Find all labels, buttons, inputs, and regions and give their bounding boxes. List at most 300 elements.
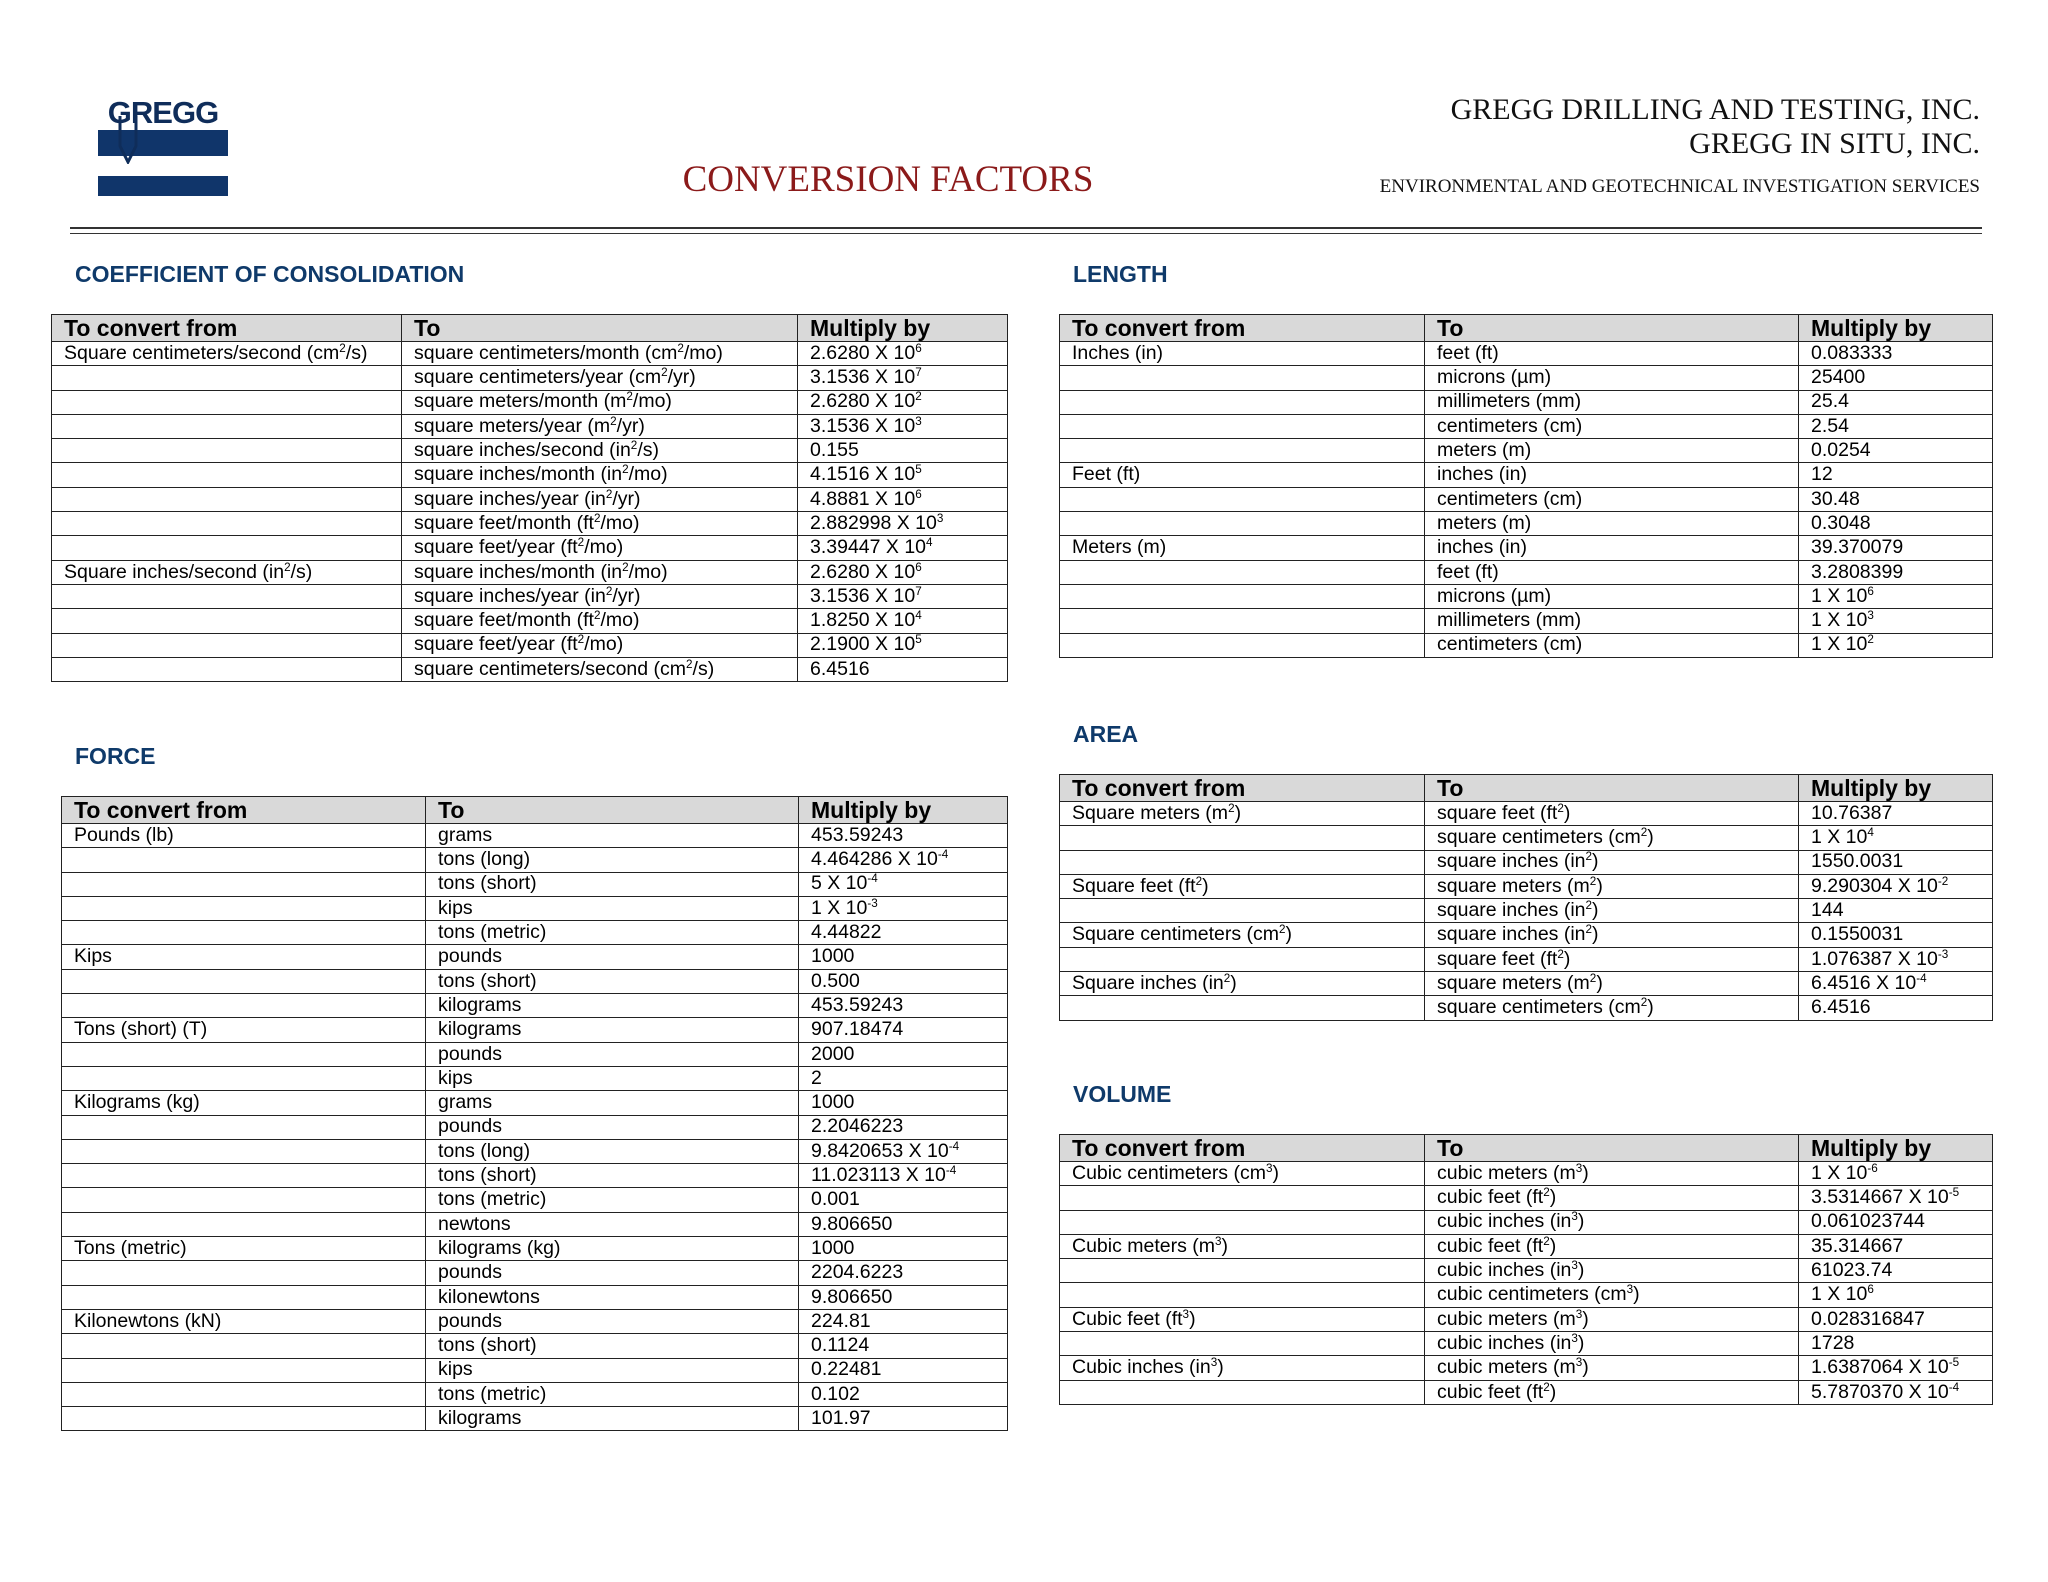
from-unit-cell [1060, 1380, 1425, 1404]
to-unit-cell: cubic centimeters $(cm^3)$ [1425, 1283, 1799, 1307]
factor-cell: 2000 [799, 1042, 1008, 1066]
factor-cell: 4.8881 X $10^6$ [798, 487, 1008, 511]
to-unit-cell: cubic feet $(ft^2)$ [1425, 1186, 1799, 1210]
from-unit-cell [62, 1164, 426, 1188]
column-header: To [1425, 1135, 1799, 1162]
to-unit-cell: cubic meters $(m^3)$ [1425, 1356, 1799, 1380]
from-unit-cell: Meters (m) [1060, 536, 1425, 560]
to-unit-cell: tons (metric) [426, 1188, 799, 1212]
table-row [52, 657, 1008, 681]
from-unit-cell [62, 1334, 426, 1358]
factor-cell: 1.6387064 X $10^{-5}$ [1799, 1356, 1993, 1380]
to-unit-cell: square feet/month $(ft^2/mo)$ [402, 609, 798, 633]
to-unit-cell: centimeters (cm) [1425, 414, 1799, 438]
to-unit-cell: cubic meters $(m^3)$ [1425, 1307, 1799, 1331]
factor-cell: 11.023113 X $10^{-4}$ [799, 1164, 1008, 1188]
factor-cell: 9.806650 [799, 1285, 1008, 1309]
to-unit-cell: cubic inches $(in^3)$ [1425, 1259, 1799, 1283]
from-unit-cell [52, 463, 402, 487]
factor-cell: 12 [1799, 463, 1993, 487]
table-row [52, 390, 1008, 414]
table-header-row [1060, 1135, 1993, 1162]
column-header: To [1425, 775, 1799, 802]
table-row [1060, 1259, 1993, 1283]
from-unit-cell [52, 414, 402, 438]
to-unit-cell: kilograms [426, 1407, 799, 1431]
factor-cell: 1 X $10^2$ [1799, 633, 1993, 657]
table-row [1060, 1283, 1993, 1307]
table-row [62, 945, 1008, 969]
column-header: To [1425, 315, 1799, 342]
table-header-row [52, 315, 1008, 342]
factor-cell: 0.001 [799, 1188, 1008, 1212]
table-row [62, 1115, 1008, 1139]
table-row [1060, 584, 1993, 608]
table-header-row [1060, 775, 1993, 802]
section-title-consolidation: COEFFICIENT OF CONSOLIDATION [75, 261, 465, 287]
column-header: Multiply by [798, 315, 1008, 342]
to-unit-cell: microns (µm) [1425, 366, 1799, 390]
to-unit-cell: pounds [426, 1261, 799, 1285]
table-row [62, 1309, 1008, 1333]
to-unit-cell: square meters $(m^2)$ [1425, 874, 1799, 898]
table-row [1060, 1162, 1993, 1186]
factor-cell: 5 X $10^{-4}$ [799, 872, 1008, 896]
to-unit-cell: tons (short) [426, 872, 799, 896]
to-unit-cell: square inches/month $(in^2/mo)$ [402, 463, 798, 487]
to-unit-cell: kips [426, 1358, 799, 1382]
from-unit-cell: Cubic meters $(m^3)$ [1060, 1234, 1425, 1258]
from-unit-cell: Inches (in) [1060, 342, 1425, 366]
from-unit-cell [1060, 1332, 1425, 1356]
factor-cell: 0.0254 [1799, 439, 1993, 463]
table-row [52, 342, 1008, 366]
table-row [52, 414, 1008, 438]
column-header: To convert from [1060, 775, 1425, 802]
factor-cell: 1 X $10^6$ [1799, 1283, 1993, 1307]
factor-cell: 30.48 [1799, 487, 1993, 511]
from-unit-cell [1060, 560, 1425, 584]
factor-cell: 2.6280 X $10^6$ [798, 560, 1008, 584]
from-unit-cell [1060, 1259, 1425, 1283]
to-unit-cell: cubic feet $(ft^2)$ [1425, 1380, 1799, 1404]
to-unit-cell: meters (m) [1425, 512, 1799, 536]
table-row [62, 824, 1008, 848]
from-unit-cell [52, 439, 402, 463]
factor-cell: 25400 [1799, 366, 1993, 390]
factor-cell: 3.5314667 X $10^{-5}$ [1799, 1186, 1993, 1210]
from-unit-cell [62, 1042, 426, 1066]
factor-cell: 1 X $10^{-6}$ [1799, 1162, 1993, 1186]
from-unit-cell [1060, 609, 1425, 633]
to-unit-cell: newtons [426, 1212, 799, 1236]
to-unit-cell: square centimeters/second $(cm^2/s)$ [402, 657, 798, 681]
to-unit-cell: kilonewtons [426, 1285, 799, 1309]
to-unit-cell: square feet/month $(ft^2/mo)$ [402, 512, 798, 536]
from-unit-cell [62, 1358, 426, 1382]
section-title-area: AREA [1073, 721, 1139, 747]
to-unit-cell: square meters $(m^2)$ [1425, 972, 1799, 996]
table-row [52, 560, 1008, 584]
table-row [62, 1139, 1008, 1163]
from-unit-cell [52, 584, 402, 608]
from-unit-cell [62, 872, 426, 896]
table-row [1060, 1307, 1993, 1331]
to-unit-cell: square centimeters $(cm^2)$ [1425, 826, 1799, 850]
factor-cell: 1550.0031 [1799, 850, 1993, 874]
column-header: To convert from [62, 797, 426, 824]
table-row [1060, 874, 1993, 898]
table-row [62, 1091, 1008, 1115]
table-row [62, 1285, 1008, 1309]
table-row [1060, 1186, 1993, 1210]
consolidation-table [51, 314, 1008, 682]
factor-cell: 453.59243 [799, 824, 1008, 848]
to-unit-cell: square inches $(in^2)$ [1425, 899, 1799, 923]
factor-cell: 0.1550031 [1799, 923, 1993, 947]
to-unit-cell: tons (metric) [426, 921, 799, 945]
table-row [1060, 512, 1993, 536]
from-unit-cell: Square centimeters $(cm^2)$ [1060, 923, 1425, 947]
to-unit-cell: inches (in) [1425, 463, 1799, 487]
from-unit-cell: Tons (short) (T) [62, 1018, 426, 1042]
factor-cell: 61023.74 [1799, 1259, 1993, 1283]
factor-cell: 1 X $10^{-3}$ [799, 896, 1008, 920]
table-row [62, 1066, 1008, 1090]
factor-cell: 2.6280 X $10^2$ [798, 390, 1008, 414]
table-row [62, 1358, 1008, 1382]
from-unit-cell [1060, 947, 1425, 971]
column-header: To convert from [1060, 315, 1425, 342]
table-row [1060, 487, 1993, 511]
table-row [1060, 802, 1993, 826]
to-unit-cell: cubic inches $(in^3)$ [1425, 1332, 1799, 1356]
table-row [62, 994, 1008, 1018]
from-unit-cell [52, 609, 402, 633]
company-name-2: GREGG IN SITU, INC. [1689, 127, 1980, 160]
factor-cell: 0.1124 [799, 1334, 1008, 1358]
factor-cell: 0.102 [799, 1382, 1008, 1406]
table-header-row [1060, 315, 1993, 342]
from-unit-cell [1060, 633, 1425, 657]
to-unit-cell: kilograms (kg) [426, 1237, 799, 1261]
to-unit-cell: square feet $(ft^2)$ [1425, 947, 1799, 971]
table-row [52, 487, 1008, 511]
from-unit-cell [62, 1066, 426, 1090]
to-unit-cell: kilograms [426, 994, 799, 1018]
to-unit-cell: cubic meters $(m^3)$ [1425, 1162, 1799, 1186]
to-unit-cell: tons (metric) [426, 1382, 799, 1406]
table-header-row [62, 797, 1008, 824]
from-unit-cell [1060, 366, 1425, 390]
table-row [62, 1188, 1008, 1212]
from-unit-cell [1060, 512, 1425, 536]
to-unit-cell: tons (short) [426, 1164, 799, 1188]
factor-cell: 6.4516 [798, 657, 1008, 681]
table-row [62, 921, 1008, 945]
to-unit-cell: kilograms [426, 1018, 799, 1042]
to-unit-cell: grams [426, 1091, 799, 1115]
factor-cell: 1 X $10^6$ [1799, 584, 1993, 608]
to-unit-cell: feet (ft) [1425, 342, 1799, 366]
table-row [62, 1212, 1008, 1236]
table-row [52, 584, 1008, 608]
factor-cell: 4.44822 [799, 921, 1008, 945]
to-unit-cell: inches (in) [1425, 536, 1799, 560]
from-unit-cell [1060, 826, 1425, 850]
to-unit-cell: square inches/second $(in^2/s)$ [402, 439, 798, 463]
header-divider [70, 227, 1982, 229]
length-table [1059, 314, 1993, 658]
table-row [1060, 1380, 1993, 1404]
to-unit-cell: kips [426, 896, 799, 920]
to-unit-cell: square inches $(in^2)$ [1425, 850, 1799, 874]
table-row [62, 1407, 1008, 1431]
table-row [62, 1334, 1008, 1358]
table-row [52, 366, 1008, 390]
from-unit-cell: Cubic centimeters $(cm^3)$ [1060, 1162, 1425, 1186]
to-unit-cell: square inches/year $(in^2/yr)$ [402, 584, 798, 608]
factor-cell: 9.8420653 X $10^{-4}$ [799, 1139, 1008, 1163]
to-unit-cell: square inches/month $(in^2/mo)$ [402, 560, 798, 584]
factor-cell: 10.76387 [1799, 802, 1993, 826]
factor-cell: 1000 [799, 945, 1008, 969]
to-unit-cell: square inches $(in^2)$ [1425, 923, 1799, 947]
factor-cell: 1000 [799, 1237, 1008, 1261]
factor-cell: 6.4516 X $10^{-4}$ [1799, 972, 1993, 996]
factor-cell: 0.22481 [799, 1358, 1008, 1382]
from-unit-cell [62, 1382, 426, 1406]
factor-cell: 4.1516 X $10^5$ [798, 463, 1008, 487]
factor-cell: 3.2808399 [1799, 560, 1993, 584]
to-unit-cell: square centimeters $(cm^2)$ [1425, 996, 1799, 1020]
table-row [1060, 439, 1993, 463]
table-row [1060, 899, 1993, 923]
factor-cell: 0.083333 [1799, 342, 1993, 366]
from-unit-cell [52, 633, 402, 657]
to-unit-cell: kips [426, 1066, 799, 1090]
to-unit-cell: millimeters (mm) [1425, 609, 1799, 633]
table-row [52, 633, 1008, 657]
column-header: To convert from [1060, 1135, 1425, 1162]
table-row [1060, 850, 1993, 874]
from-unit-cell [1060, 414, 1425, 438]
company-name-1: GREGG DRILLING AND TESTING, INC. [1450, 93, 1980, 126]
to-unit-cell: pounds [426, 1115, 799, 1139]
from-unit-cell [62, 896, 426, 920]
factor-cell: 1 X $10^3$ [1799, 609, 1993, 633]
table-row [1060, 609, 1993, 633]
to-unit-cell: grams [426, 824, 799, 848]
factor-cell: 39.370079 [1799, 536, 1993, 560]
from-unit-cell: Square feet $(ft^2)$ [1060, 874, 1425, 898]
table-row [62, 848, 1008, 872]
table-row [1060, 826, 1993, 850]
from-unit-cell [1060, 487, 1425, 511]
from-unit-cell [52, 512, 402, 536]
from-unit-cell [1060, 1283, 1425, 1307]
factor-cell: 2.54 [1799, 414, 1993, 438]
factor-cell: 5.7870370 X $10^{-4}$ [1799, 1380, 1993, 1404]
factor-cell: 0.028316847 [1799, 1307, 1993, 1331]
to-unit-cell: square centimeters/year $(cm^2/yr)$ [402, 366, 798, 390]
table-row [1060, 1210, 1993, 1234]
factor-cell: 6.4516 [1799, 996, 1993, 1020]
factor-cell: 0.061023744 [1799, 1210, 1993, 1234]
table-row [1060, 536, 1993, 560]
factor-cell: 4.464286 X $10^{-4}$ [799, 848, 1008, 872]
area-table [1059, 774, 1993, 1021]
table-row [1060, 390, 1993, 414]
from-unit-cell: Square meters $(m^2)$ [1060, 802, 1425, 826]
factor-cell: 25.4 [1799, 390, 1993, 414]
to-unit-cell: centimeters (cm) [1425, 487, 1799, 511]
section-title-force: FORCE [75, 743, 156, 769]
table-row [62, 1382, 1008, 1406]
table-row [1060, 633, 1993, 657]
table-row [62, 896, 1008, 920]
from-unit-cell [62, 848, 426, 872]
factor-cell: 3.1536 X $10^7$ [798, 584, 1008, 608]
to-unit-cell: square centimeters/month $(cm^2/mo)$ [402, 342, 798, 366]
column-header: To [426, 797, 799, 824]
from-unit-cell [52, 536, 402, 560]
drill-bit-icon [116, 116, 140, 164]
column-header: Multiply by [1799, 1135, 1993, 1162]
factor-cell: 1000 [799, 1091, 1008, 1115]
table-row [1060, 947, 1993, 971]
section-title-length: LENGTH [1073, 261, 1168, 287]
from-unit-cell [1060, 439, 1425, 463]
factor-cell: 1 X $10^4$ [1799, 826, 1993, 850]
factor-cell: 1.8250 X $10^4$ [798, 609, 1008, 633]
from-unit-cell [62, 1285, 426, 1309]
factor-cell: 2 [799, 1066, 1008, 1090]
to-unit-cell: tons (short) [426, 1334, 799, 1358]
from-unit-cell: Pounds (lb) [62, 824, 426, 848]
page-title: CONVERSION FACTORS [682, 159, 1094, 200]
from-unit-cell [1060, 390, 1425, 414]
factor-cell: 3.39447 X $10^4$ [798, 536, 1008, 560]
factor-cell: 2.882998 X $10^3$ [798, 512, 1008, 536]
table-row [1060, 342, 1993, 366]
table-row [1060, 1234, 1993, 1258]
from-unit-cell: Tons (metric) [62, 1237, 426, 1261]
table-row [1060, 972, 1993, 996]
from-unit-cell [1060, 996, 1425, 1020]
to-unit-cell: tons (long) [426, 1139, 799, 1163]
to-unit-cell: square meters/month $(m^2/mo)$ [402, 390, 798, 414]
from-unit-cell [62, 1115, 426, 1139]
factor-cell: 2.6280 X $10^6$ [798, 342, 1008, 366]
to-unit-cell: pounds [426, 1309, 799, 1333]
to-unit-cell: meters (m) [1425, 439, 1799, 463]
from-unit-cell [52, 366, 402, 390]
from-unit-cell: Kilograms (kg) [62, 1091, 426, 1115]
factor-cell: 0.3048 [1799, 512, 1993, 536]
from-unit-cell: Cubic feet $(ft^3)$ [1060, 1307, 1425, 1331]
table-row [52, 439, 1008, 463]
factor-cell: 101.97 [799, 1407, 1008, 1431]
to-unit-cell: centimeters (cm) [1425, 633, 1799, 657]
factor-cell: 224.81 [799, 1309, 1008, 1333]
from-unit-cell [52, 657, 402, 681]
factor-cell: 907.18474 [799, 1018, 1008, 1042]
from-unit-cell: Square inches $(in^2)$ [1060, 972, 1425, 996]
factor-cell: 3.1536 X $10^3$ [798, 414, 1008, 438]
to-unit-cell: pounds [426, 1042, 799, 1066]
factor-cell: 144 [1799, 899, 1993, 923]
table-row [1060, 923, 1993, 947]
to-unit-cell: tons (long) [426, 848, 799, 872]
from-unit-cell [62, 1212, 426, 1236]
from-unit-cell: Feet (ft) [1060, 463, 1425, 487]
from-unit-cell [62, 1139, 426, 1163]
factor-cell: 9.806650 [799, 1212, 1008, 1236]
volume-table [1059, 1134, 1993, 1405]
to-unit-cell: cubic feet $(ft^2)$ [1425, 1234, 1799, 1258]
from-unit-cell: Kips [62, 945, 426, 969]
to-unit-cell: cubic inches $(in^3)$ [1425, 1210, 1799, 1234]
from-unit-cell [62, 1407, 426, 1431]
table-row [1060, 1332, 1993, 1356]
table-row [62, 872, 1008, 896]
factor-cell: 3.1536 X $10^7$ [798, 366, 1008, 390]
factor-cell: 0.155 [798, 439, 1008, 463]
column-header: Multiply by [1799, 315, 1993, 342]
table-row [1060, 996, 1993, 1020]
from-unit-cell [1060, 1210, 1425, 1234]
table-row [52, 609, 1008, 633]
factor-cell: 2204.6223 [799, 1261, 1008, 1285]
factor-cell: 2.1900 X $10^5$ [798, 633, 1008, 657]
from-unit-cell [1060, 850, 1425, 874]
to-unit-cell: square feet/year $(ft^2/mo)$ [402, 633, 798, 657]
from-unit-cell [62, 994, 426, 1018]
table-row [1060, 463, 1993, 487]
to-unit-cell: feet (ft) [1425, 560, 1799, 584]
from-unit-cell: Square inches/second $(in^2/s)$ [52, 560, 402, 584]
header-divider-thin [70, 233, 1982, 234]
table-row [62, 1018, 1008, 1042]
table-row [62, 1261, 1008, 1285]
table-row [1060, 560, 1993, 584]
from-unit-cell [62, 1261, 426, 1285]
from-unit-cell [52, 487, 402, 511]
table-row [1060, 1356, 1993, 1380]
factor-cell: 1.076387 X $10^{-3}$ [1799, 947, 1993, 971]
column-header: To [402, 315, 798, 342]
factor-cell: 35.314667 [1799, 1234, 1993, 1258]
table-row [52, 512, 1008, 536]
from-unit-cell [52, 390, 402, 414]
from-unit-cell [62, 921, 426, 945]
factor-cell: 9.290304 X $10^{-2}$ [1799, 874, 1993, 898]
force-table [61, 796, 1008, 1431]
from-unit-cell: Square centimeters/second $(cm^2/s)$ [52, 342, 402, 366]
from-unit-cell [1060, 584, 1425, 608]
to-unit-cell: square meters/year $(m^2/yr)$ [402, 414, 798, 438]
table-row [52, 536, 1008, 560]
to-unit-cell: tons (short) [426, 969, 799, 993]
from-unit-cell [1060, 899, 1425, 923]
to-unit-cell: millimeters (mm) [1425, 390, 1799, 414]
column-header: Multiply by [1799, 775, 1993, 802]
to-unit-cell: square feet $(ft^2)$ [1425, 802, 1799, 826]
table-row [62, 1164, 1008, 1188]
factor-cell: 453.59243 [799, 994, 1008, 1018]
table-row [1060, 366, 1993, 390]
